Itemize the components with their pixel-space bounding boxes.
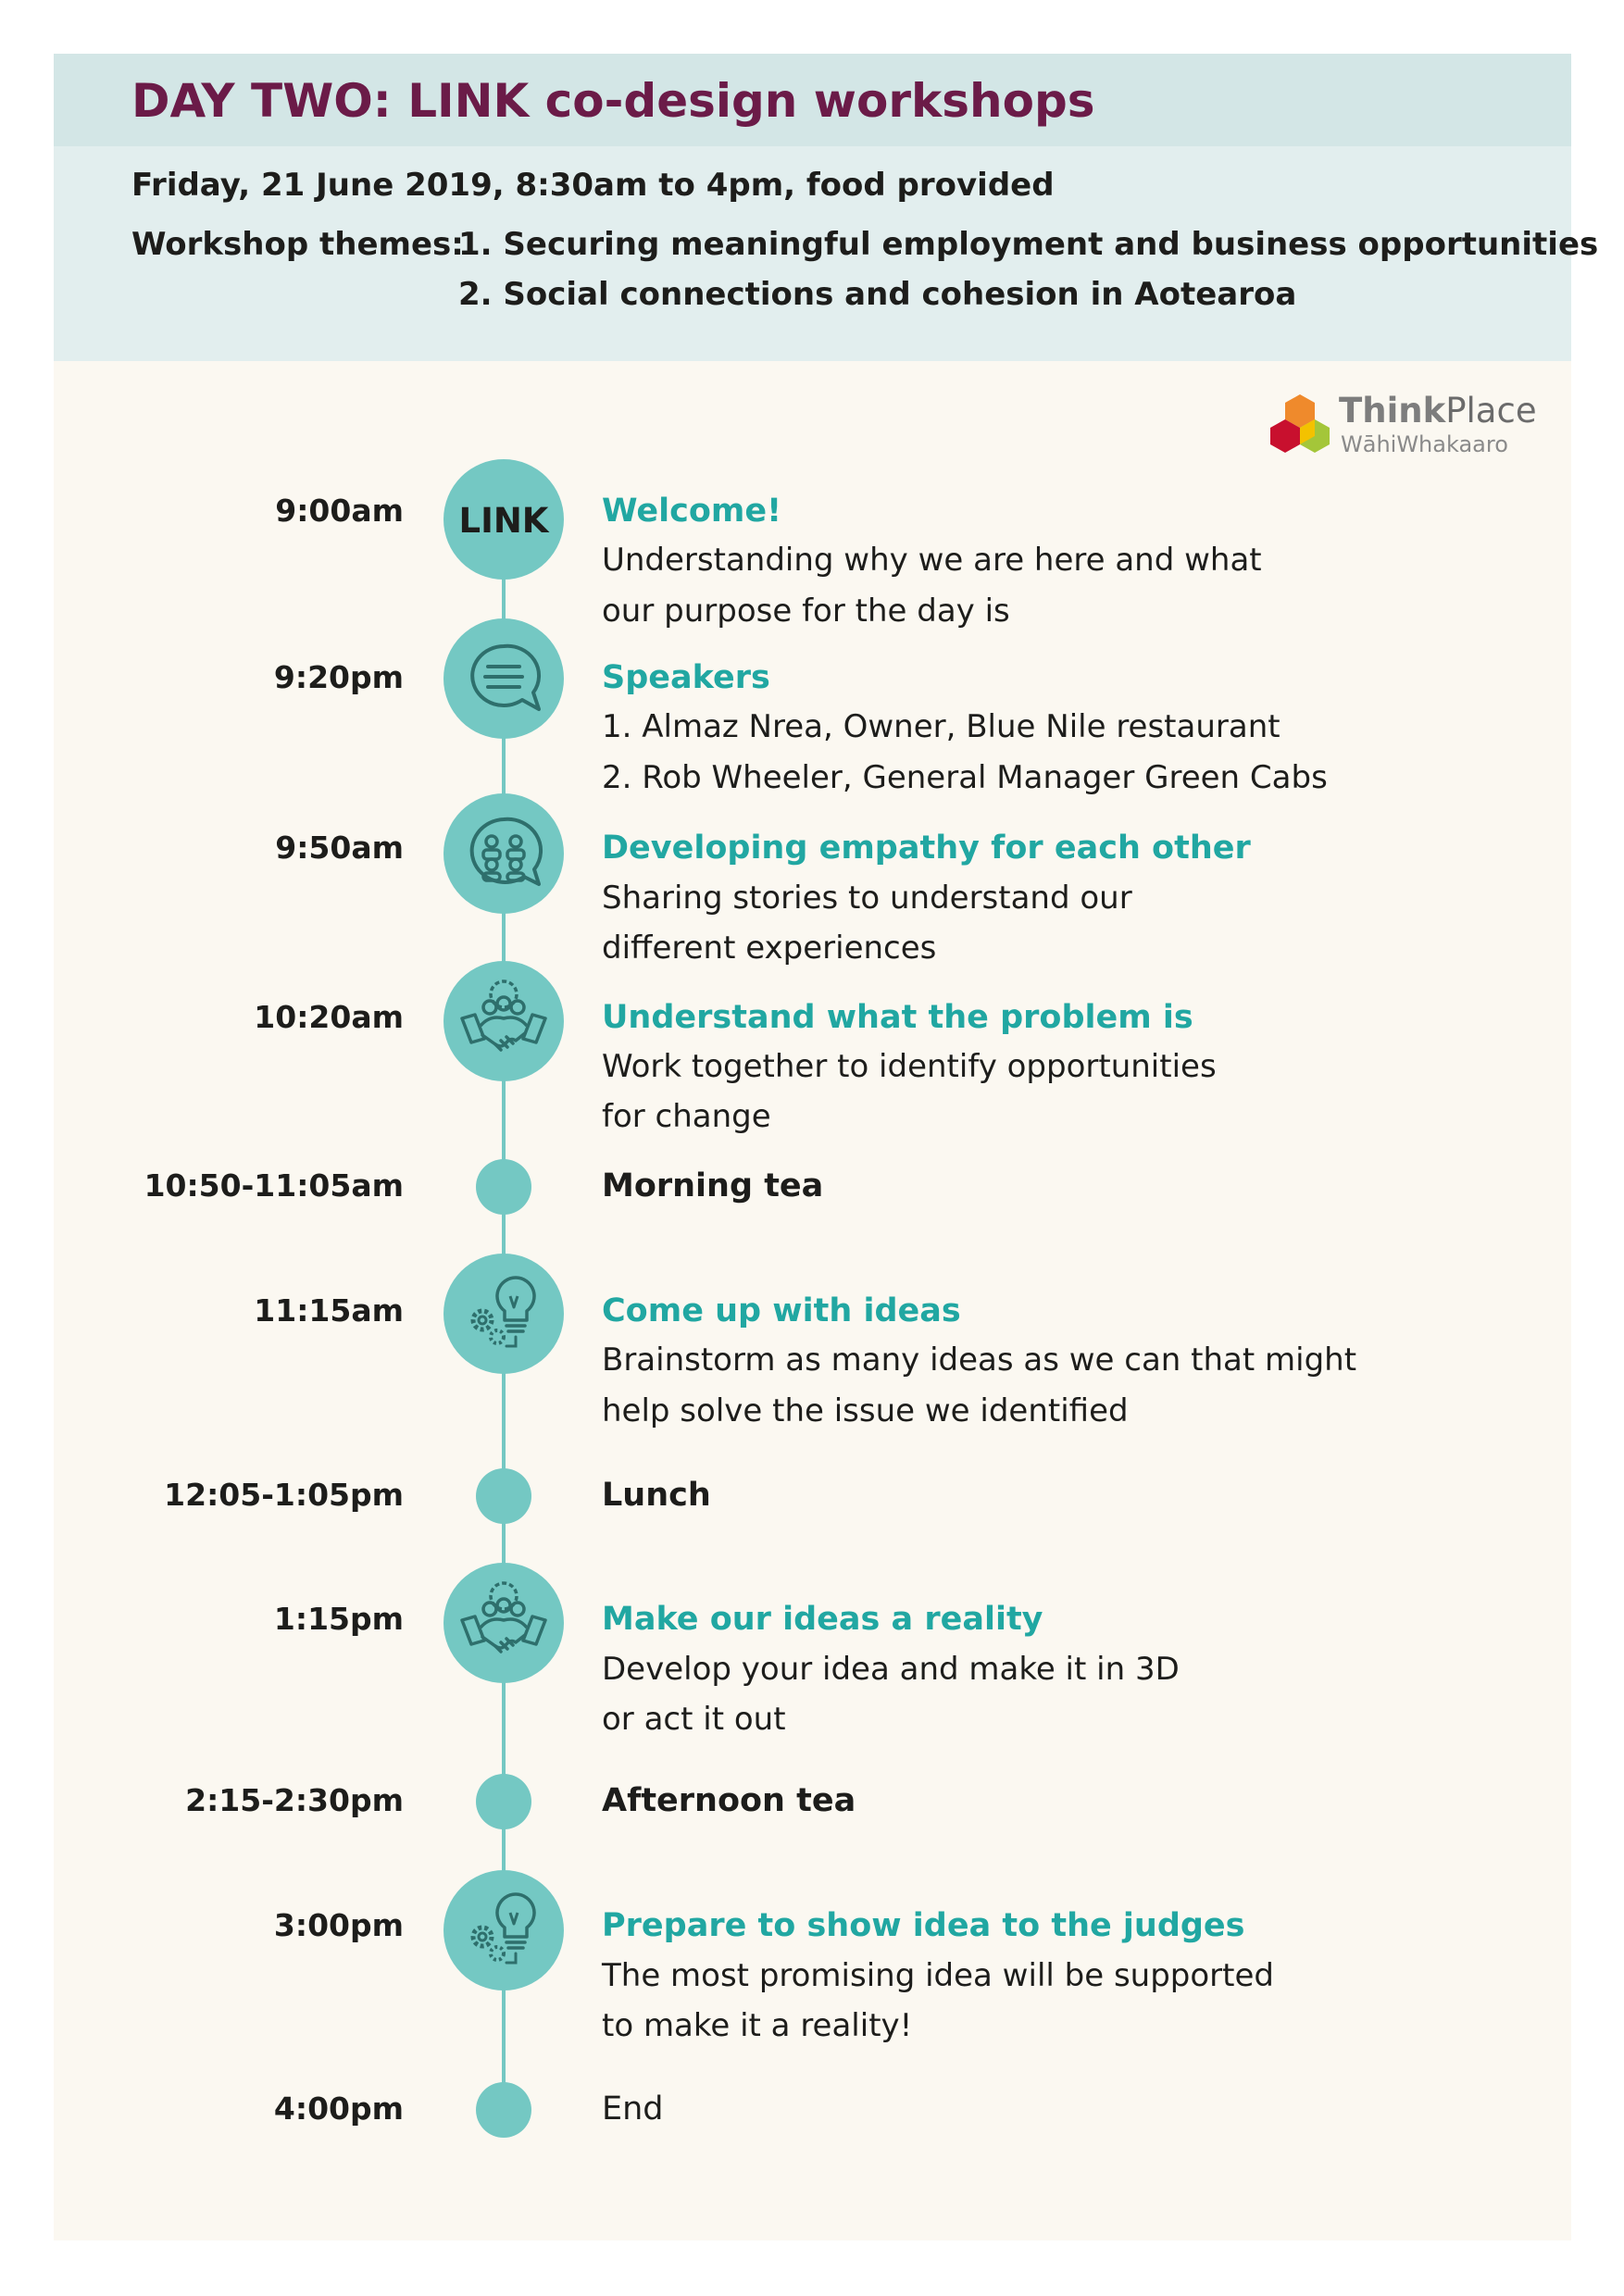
time-label: 10:20am [254,999,404,1035]
time-label: 9:00am [275,493,404,529]
time-label: 3:00pm [273,1907,404,1943]
time-label: 4:00pm [273,2090,404,2127]
time-label: 2:15-2:30pm [185,1782,404,1818]
team-handshake-icon [443,961,564,1081]
event-title: Understand what the problem is [602,999,1193,1036]
timeline-node [443,1254,564,1374]
break-label: Lunch [602,1477,711,1514]
svg-text:LINK: LINK [458,501,549,541]
event-title: Come up with ideas [602,1292,961,1329]
event-description: Brainstorm as many ideas as we can that might [602,1341,1357,1379]
group-chat-icon [443,793,564,914]
logo-subtitle: WāhiWhakaaro [1341,431,1508,457]
break-label: Afternoon tea [602,1782,856,1819]
event-description: or act it out [602,1701,786,1738]
team-handshake-icon [443,1563,564,1683]
event-description: 1. Almaz Nrea, Owner, Blue Nile restaurant [602,708,1280,745]
timeline-dot [476,2082,531,2138]
event-description: Develop your idea and make it in 3D [602,1651,1180,1688]
event-description: to make it a reality! [602,2007,913,2044]
event-title: Make our ideas a reality [602,1601,1043,1638]
timeline-dot [476,1774,531,1829]
themes-label: Workshop themes: [131,226,464,263]
thinkplace-logo [1267,389,1535,463]
event-description: Understanding why we are here and what [602,542,1262,579]
lightbulb-gears-icon [443,1254,564,1374]
event-description: Work together to identify opportunities [602,1048,1217,1085]
event-description: different experiences [602,930,937,967]
timeline-node [443,1563,564,1683]
time-label: 1:15pm [273,1601,404,1637]
lightbulb-gears-icon [443,1870,564,1990]
time-label: 11:15am [254,1292,404,1329]
event-description: Sharing stories to understand our [602,880,1132,917]
date-line: Friday, 21 June 2019, 8:30am to 4pm, food provided [131,167,1055,204]
event-title: Welcome! [602,493,782,530]
timeline-node [443,618,564,739]
event-description: 2. Rob Wheeler, General Manager Green Cabs [602,759,1328,796]
event-description: for change [602,1098,771,1135]
time-label: 10:50-11:05am [144,1167,404,1204]
timeline-node [443,1870,564,1990]
link-logo-icon [443,459,564,580]
event-title: Developing empathy for each other [602,830,1251,867]
time-label: 9:50am [275,830,404,866]
event-description: The most promising idea will be supported [602,1957,1274,1994]
event-title: Speakers [602,659,770,696]
speech-bubble-icon [443,618,564,739]
end-label: End [602,2090,664,2128]
time-label: 12:05-1:05pm [164,1477,404,1513]
break-label: Morning tea [602,1167,824,1204]
info-band [54,146,1599,361]
thinkplace-mark-icon [1267,391,1333,457]
theme-item: 2. Social connections and cohesion in Aotearoa [458,276,1297,313]
event-description: help solve the issue we identified [602,1392,1129,1429]
timeline-dot [476,1159,531,1215]
time-label: 9:20pm [273,659,404,695]
theme-item: 1. Securing meaningful employment and business opportunities [458,226,1599,263]
logo-name: ThinkPlace [1339,391,1537,430]
event-title: Prepare to show idea to the judges [602,1907,1245,1944]
timeline-node [443,459,564,580]
title-band [54,54,1571,146]
timeline-node [443,961,564,1081]
timeline-dot [476,1468,531,1524]
page-title: DAY TWO: LINK co-design workshops [131,74,1095,128]
timeline-node [443,793,564,914]
event-description: our purpose for the day is [602,593,1010,630]
